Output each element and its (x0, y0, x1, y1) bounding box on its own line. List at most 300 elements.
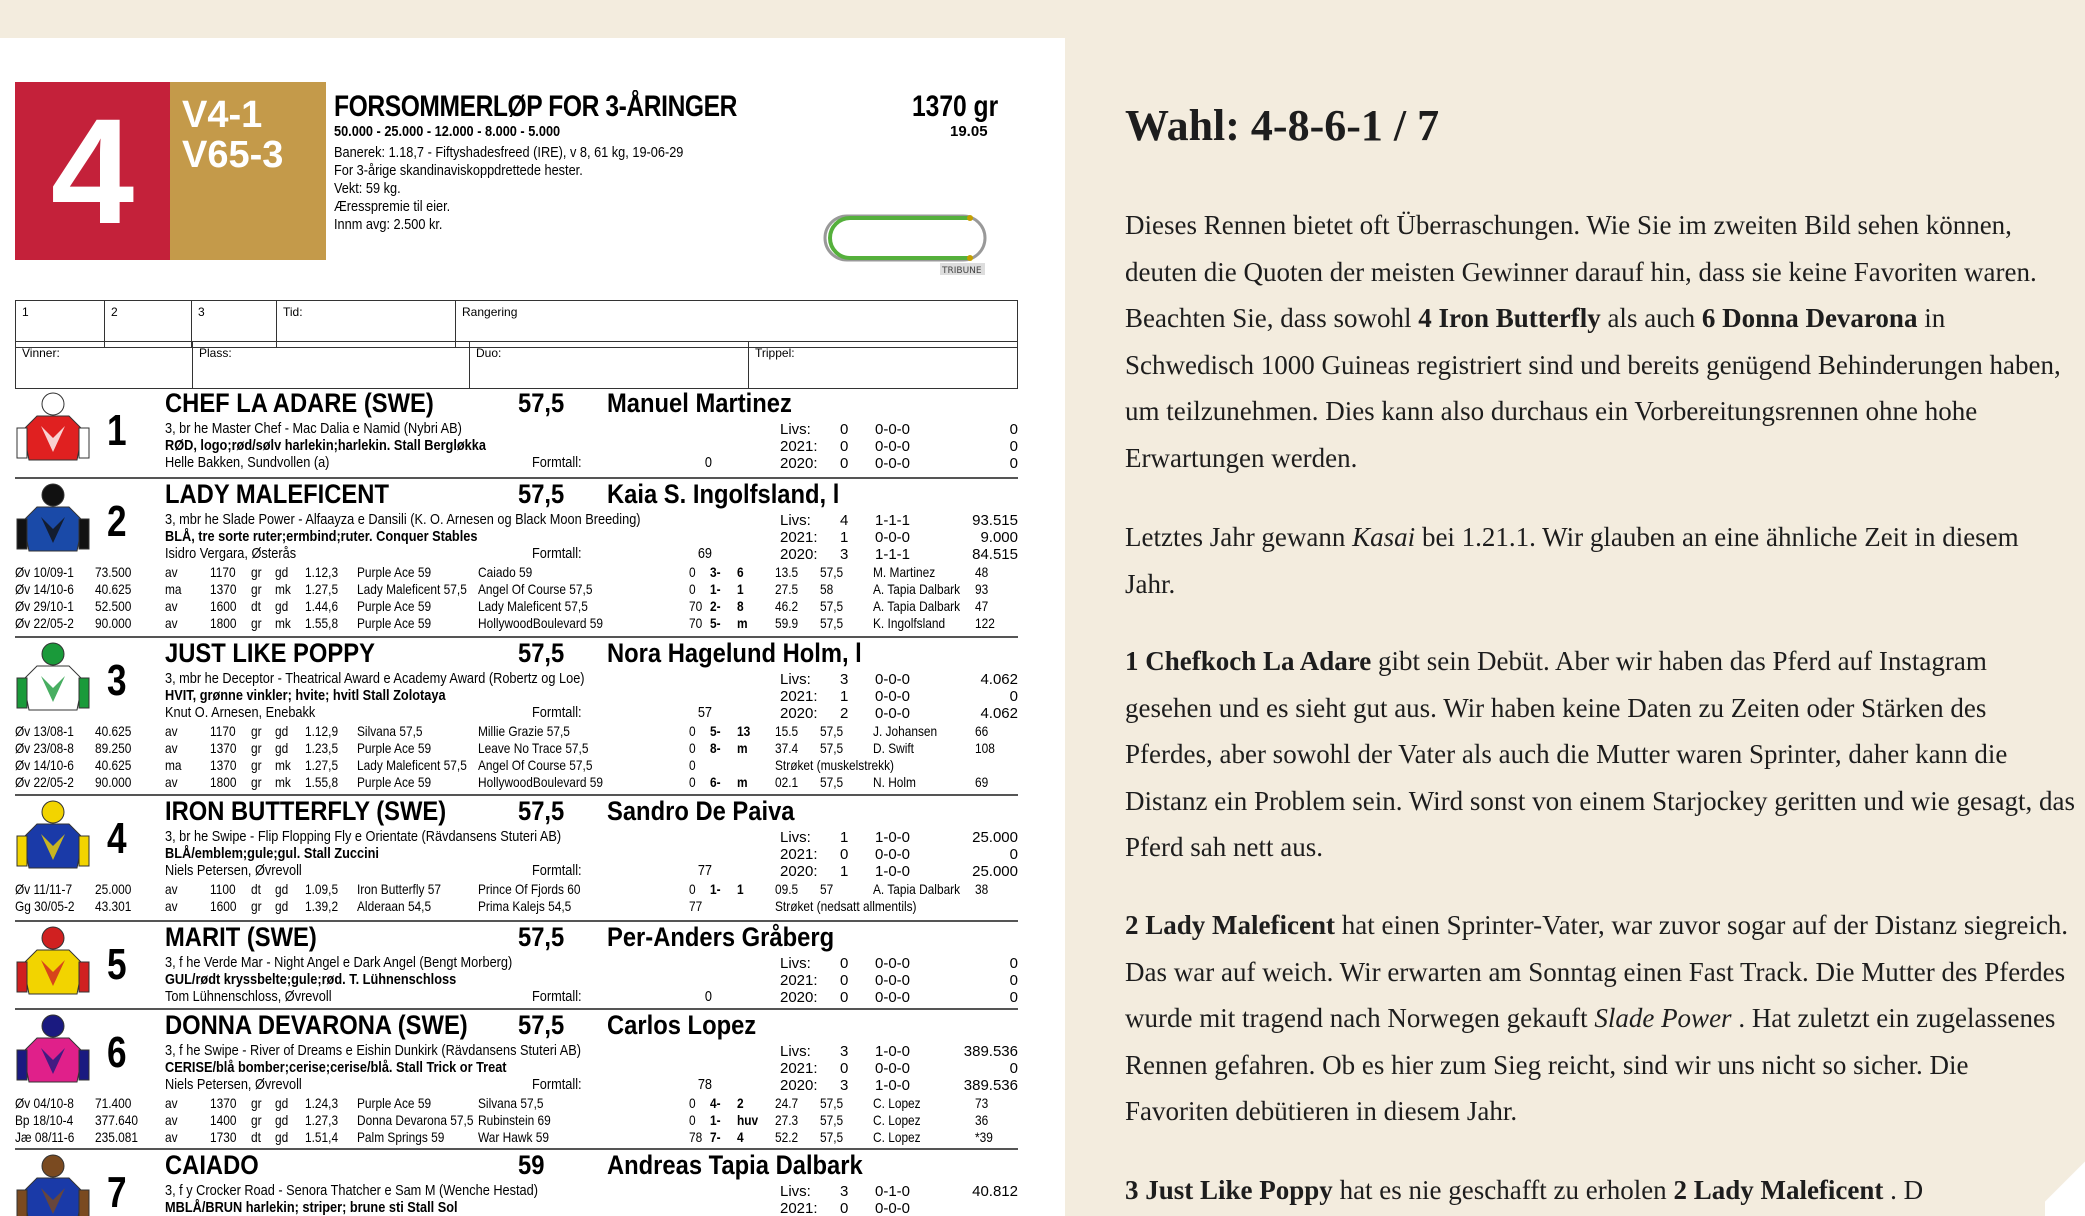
jockey-name[interactable]: Andreas Tapia Dalbark (607, 1150, 863, 1180)
stat-record: 0-0-0 (875, 1060, 911, 1077)
race-number: 4 (15, 82, 170, 260)
stat-starts: 0 (840, 972, 849, 989)
stat-starts: 3 (840, 1077, 849, 1094)
stat-label: 2020: (780, 863, 818, 880)
trainer: Helle Bakken, Sundvollen (a) (165, 454, 330, 471)
past-race-cell: 1170 (210, 723, 236, 739)
owner-colors: CERISE/blå bomber;cerise;cerise/blå. Stall Trick or Treat (165, 1059, 507, 1076)
past-race-cell: A. Tapia Dalbark (873, 581, 961, 597)
formtall-value: 0 (704, 454, 712, 471)
jockey-name[interactable]: Per-Anders Gråberg (607, 922, 835, 952)
horse-name[interactable]: MARIT (SWE) (165, 922, 317, 952)
past-race-cell: 66 (975, 723, 989, 739)
jockey-name[interactable]: Sandro De Paiva (607, 796, 795, 826)
past-race-cell: 57,5 (820, 740, 844, 756)
past-race-cell: gr (251, 581, 262, 597)
past-race-cell: 36 (975, 1112, 989, 1128)
italic-run: Slade Power (1594, 1003, 1732, 1033)
past-race-cell: Palm Springs 59 (357, 1129, 445, 1145)
past-race-cell: 0 (689, 581, 696, 597)
v65-code: V65-3 (182, 134, 284, 176)
result-cell-duo[interactable]: Duo: (470, 342, 749, 389)
past-race-cell: gd (275, 1095, 289, 1111)
past-race-cell: 0 (689, 723, 696, 739)
past-race-cell: 27.3 (775, 1112, 799, 1128)
stat-record: 0-0-0 (875, 705, 911, 722)
past-race-cell: 02.1 (775, 774, 799, 790)
past-race-cell: 1800 (210, 615, 237, 631)
stat-row (780, 455, 1018, 472)
past-race-cell: Øv 29/10-1 (15, 598, 74, 614)
trainer: Tom Lühnenschloss, Øvrevoll (165, 988, 332, 1005)
past-race-cell: 57,5 (820, 723, 844, 739)
past-race-cell: 1- (710, 881, 721, 897)
horse-name[interactable]: JUST LIKE POPPY (165, 638, 375, 668)
pedigree: 3, mbr he Deceptor - Theatrical Award e Academy Award (Robertz og Loe) (165, 670, 585, 687)
stat-label: 2021: (780, 1200, 818, 1216)
past-race-cell: 70 (689, 598, 703, 614)
past-race-cell: gd (275, 1129, 289, 1145)
past-race-cell: 1400 (210, 1112, 237, 1128)
stat-label: Livs: (780, 512, 811, 529)
stat-starts: 0 (840, 1200, 849, 1216)
stat-label: Livs: (780, 955, 811, 972)
past-race-cell: mk (275, 615, 291, 631)
past-race-cell: m (737, 615, 748, 631)
jockey-silks-icon (15, 798, 91, 876)
past-race-cell: 6- (710, 774, 721, 790)
race-time: 19.05 (950, 123, 988, 140)
track-record: Banerek: 1.18,7 - Fiftyshadesfreed (IRE), v 8, 61 kg, 19-06-29 (334, 144, 684, 161)
stat-row (780, 512, 1018, 529)
past-race-cell: 235.081 (95, 1129, 139, 1145)
entry-row[interactable] (15, 922, 1018, 1010)
past-race-cell: dt (251, 1129, 261, 1145)
pedigree: 3, f he Verde Mar - Night Angel e Dark Angel (Bengt Morberg) (165, 954, 513, 971)
past-race-cell: K. Ingolfsland (873, 615, 946, 631)
past-race-cell: 27.5 (775, 581, 799, 597)
past-race-cell: Øv 14/10-6 (15, 581, 74, 597)
past-race-cell: 1- (710, 1112, 721, 1128)
past-race-cell: Purple Ace 59 (357, 615, 432, 631)
past-race-cell: 77 (689, 898, 703, 914)
owner-colors: GUL/rødt kryssbelte;gule;rød. T. Lühnenschloss (165, 971, 457, 988)
past-race-cell: gr (251, 774, 262, 790)
past-race-cell: av (165, 723, 178, 739)
formtall-value: 77 (697, 862, 712, 879)
past-race-cell: gr (251, 898, 262, 914)
result-grid-row2 (15, 341, 1018, 389)
past-race-cell: Øv 13/08-1 (15, 723, 74, 739)
stat-starts: 3 (840, 546, 849, 563)
stat-row (780, 688, 1018, 705)
stat-earnings: 4.062 (980, 705, 1018, 722)
horse-name[interactable]: LADY MALEFICENT (165, 479, 389, 509)
past-race-cell: 1.27,5 (305, 757, 339, 773)
past-race-cell: J. Johansen (873, 723, 938, 739)
entry-number: 7 (107, 1168, 127, 1216)
horse-weight: 57,5 (518, 388, 565, 418)
past-race-cell: Rubinstein 69 (478, 1112, 551, 1128)
past-race-cell: Purple Ace 59 (357, 1095, 432, 1111)
past-race-cell: 0 (689, 740, 696, 756)
past-race-cell: 40.625 (95, 757, 132, 773)
past-race-cell: 78 (689, 1129, 703, 1145)
stat-record: 0-0-0 (875, 972, 911, 989)
result-cell-3[interactable]: 3 (192, 301, 277, 348)
past-race-cell: 90.000 (95, 615, 132, 631)
text-run: . D (1883, 1175, 1924, 1205)
past-race-cell: 1100 (210, 881, 236, 897)
horse-name[interactable]: CHEF LA ADARE (SWE) (165, 388, 434, 418)
stat-starts: 1 (840, 688, 849, 705)
past-race-cell: gd (275, 598, 289, 614)
past-race-cell: 57,5 (820, 774, 844, 790)
stat-row (780, 529, 1018, 546)
honor-prize: Æresspremie til eier. (334, 198, 451, 215)
past-race-cell: 57,5 (820, 564, 844, 580)
entry-row[interactable] (15, 388, 1018, 479)
entry-number: 4 (107, 814, 127, 863)
stat-earnings: 25.000 (972, 863, 1018, 880)
stat-row (780, 671, 1018, 688)
stat-record: 0-0-0 (875, 846, 911, 863)
past-race-cell: gd (275, 898, 289, 914)
past-race-cell: 0 (689, 757, 696, 773)
stat-starts: 0 (840, 846, 849, 863)
past-race-cell: av (165, 898, 178, 914)
stat-record: 0-0-0 (875, 989, 911, 1006)
italic-run: Kasai (1352, 522, 1416, 552)
past-race-cell: Caiado 59 (478, 564, 533, 580)
stat-earnings: 0 (1009, 989, 1018, 1006)
entry-row[interactable] (15, 796, 1018, 922)
past-race-cell: gr (251, 740, 262, 756)
bold-run: 2 Lady Maleficent (1125, 910, 1335, 940)
stat-starts: 1 (840, 829, 849, 846)
horse-name[interactable]: IRON BUTTERFLY (SWE) (165, 796, 447, 826)
past-race-cell: M. Martinez (873, 564, 936, 580)
past-race-cell: HollywoodBoulevard 59 (478, 615, 604, 631)
past-race-cell: 1800 (210, 774, 237, 790)
formtall-label: Formtall: (532, 988, 582, 1005)
past-race-cell: 8 (737, 598, 744, 614)
horse-name[interactable]: DONNA DEVARONA (SWE) (165, 1010, 468, 1040)
race-prizes: 50.000 - 25.000 - 12.000 - 8.000 - 5.000 (334, 123, 561, 140)
past-race-cell: av (165, 774, 178, 790)
past-race-cell: gr (251, 1112, 262, 1128)
stat-row (780, 972, 1018, 989)
entry-row[interactable] (15, 1010, 1018, 1150)
past-race-cell: Purple Ace 59 (357, 774, 432, 790)
past-race-cell: 1 (737, 881, 744, 897)
past-race-cell: HollywoodBoulevard 59 (478, 774, 604, 790)
stat-row (780, 1183, 1018, 1200)
owner-colors: HVIT, grønne vinkler; hvite; hvitl Stall Zolotaya (165, 687, 446, 704)
past-race-cell: 57,5 (820, 1129, 844, 1145)
owner-colors: RØD, logo;rød/sølv harlekin;harlekin. Stall Bergløkka (165, 437, 486, 454)
stat-row (780, 438, 1018, 455)
stat-label: 2020: (780, 1077, 818, 1094)
past-race-cell: 09.5 (775, 881, 799, 897)
entry-row[interactable] (15, 638, 1018, 796)
jockey-name[interactable]: Kaia S. Ingolfsland, l (607, 479, 840, 509)
stat-record: 0-0-0 (875, 1200, 911, 1216)
stat-row (780, 1200, 1018, 1216)
formtall-label: Formtall: (532, 704, 582, 721)
race-distance: 1370 gr (912, 90, 999, 123)
past-race-cell: 37.4 (775, 740, 799, 756)
past-race-cell: 0 (689, 1112, 696, 1128)
past-race-cell: Lady Maleficent 57,5 (357, 757, 467, 773)
stat-record: 1-0-0 (875, 829, 911, 846)
past-race-cell: Purple Ace 59 (357, 598, 432, 614)
stats-block (780, 671, 1018, 722)
stat-record: 1-1-1 (875, 512, 911, 529)
past-race-row (15, 898, 1018, 915)
past-race-row (15, 1129, 1018, 1146)
trainer: Isidro Vergara, Østerås (165, 545, 297, 562)
article-paragraph-4 (1125, 902, 2075, 1135)
entry-number: 3 (107, 656, 127, 705)
past-race-cell: Strøket (muskelstrekk) (775, 757, 895, 773)
past-race-row (15, 615, 1018, 632)
jockey-name[interactable]: Carlos Lopez (607, 1010, 757, 1040)
jockey-name[interactable]: Nora Hagelund Holm, l (607, 638, 862, 668)
stat-record: 1-0-0 (875, 863, 911, 880)
result-cell-2[interactable]: 2 (105, 301, 192, 348)
result-cell-1[interactable]: 1 (16, 301, 105, 348)
past-race-row (15, 1112, 1018, 1129)
stat-earnings: 0 (1009, 1060, 1018, 1077)
past-race-row (15, 757, 1018, 774)
past-race-cell: A. Tapia Dalbark (873, 598, 961, 614)
past-race-cell: 7- (710, 1129, 721, 1145)
past-race-cell: 1.55,8 (305, 774, 339, 790)
past-race-cell: Purple Ace 59 (357, 740, 432, 756)
stat-starts: 3 (840, 671, 849, 688)
past-race-cell: 13 (737, 723, 751, 739)
stat-row (780, 846, 1018, 863)
past-race-cell: *39 (975, 1129, 993, 1145)
past-race-cell: 1.23,5 (305, 740, 339, 756)
past-race-cell: D. Swift (873, 740, 914, 756)
stat-row (780, 1043, 1018, 1060)
past-race-cell: gr (251, 615, 262, 631)
jockey-silks-icon (15, 1152, 91, 1216)
pedigree: 3, br he Master Chef - Mac Dalia e Namid (Nybri AB) (165, 420, 462, 437)
stat-label: 2021: (780, 529, 818, 546)
past-race-cell: gd (275, 881, 289, 897)
past-race-row (15, 774, 1018, 791)
owner-colors: BLÅ/emblem;gule;gul. Stall Zuccini (165, 845, 379, 862)
bold-run: 2 Lady Maleficent (1673, 1175, 1884, 1205)
past-race-cell: 38 (975, 881, 989, 897)
race-conditions: For 3-årige skandinaviskoppdrettede hester. (334, 162, 583, 179)
stat-starts: 3 (840, 1183, 849, 1200)
past-race-cell: 1370 (210, 740, 237, 756)
horse-weight: 57,5 (518, 796, 565, 826)
stat-label: 2020: (780, 989, 818, 1006)
stats-block (780, 1043, 1018, 1094)
past-race-cell: 0 (689, 774, 696, 790)
stat-starts: 0 (840, 438, 849, 455)
past-race-cell: gd (275, 723, 289, 739)
past-race-cell: av (165, 615, 178, 631)
past-race-cell: av (165, 1095, 178, 1111)
formtall-label: Formtall: (532, 1076, 582, 1093)
stats-block (780, 512, 1018, 563)
stat-starts: 4 (840, 512, 849, 529)
past-race-cell: Millie Grazie 57,5 (478, 723, 570, 739)
past-race-cell: 1.09,5 (305, 881, 339, 897)
stat-row (780, 546, 1018, 563)
past-race-cell: War Hawk 59 (478, 1129, 549, 1145)
past-race-cell: 90.000 (95, 774, 132, 790)
result-cell-ranking[interactable]: Rangering (456, 301, 1018, 348)
result-cell-trippel[interactable]: Trippel: (749, 342, 1018, 389)
entry-number: 1 (107, 406, 127, 455)
past-race-cell: 24.7 (775, 1095, 799, 1111)
past-race-cell: mk (275, 757, 291, 773)
past-race-cell: A. Tapia Dalbark (873, 881, 961, 897)
entry-row[interactable] (15, 1150, 1018, 1216)
text-run: gibt sein Debüt. Aber wir haben das Pferd auf Instagram gesehen und es sieht gut aus. Wir haben keine Daten zu Zeiten oder Stärken des Pferdes, aber sowohl der Vater als auch die Mutter waren Sprinter, daher kann die Distanz ein Problem sein. Wird sonst von einem Starjockey geritten und wie gesagt, das Pferd sah nett aus. (1125, 646, 2075, 862)
past-race-cell: Prince Of Fjords 60 (478, 881, 581, 897)
result-cell-time[interactable]: Tid: (277, 301, 456, 348)
formtall-label: Formtall: (532, 454, 582, 471)
page-curl (2045, 1146, 2085, 1216)
past-race-cell: 57,5 (820, 1112, 844, 1128)
jockey-name[interactable]: Manuel Martinez (607, 388, 792, 418)
article-paragraph-3 (1125, 638, 2075, 871)
past-race-cell: 1 (737, 581, 744, 597)
horse-weight: 57,5 (518, 638, 565, 668)
stat-starts: 2 (840, 705, 849, 722)
race-weight: Vekt: 59 kg. (334, 180, 401, 197)
past-race-cell: 377.640 (95, 1112, 139, 1128)
past-race-cell: 25.000 (95, 881, 132, 897)
past-race-row (15, 1095, 1018, 1112)
entry-row[interactable] (15, 479, 1018, 638)
stat-row (780, 1077, 1018, 1094)
stat-record: 1-1-1 (875, 546, 911, 563)
stat-record: 1-0-0 (875, 1077, 911, 1094)
trainer: Knut O. Arnesen, Enebakk (165, 704, 316, 721)
past-race-cell: 1.27,5 (305, 581, 339, 597)
past-race-cell: gd (275, 1112, 289, 1128)
past-race-cell: 1.51,4 (305, 1129, 339, 1145)
formtall-value: 69 (697, 545, 712, 562)
past-race-cell: huv (737, 1112, 759, 1128)
past-race-cell: 73 (975, 1095, 989, 1111)
article-headline: Wahl: 4-8-6-1 / 7 (1125, 101, 1440, 150)
past-race-cell: av (165, 1112, 178, 1128)
text-run: hat es nie geschafft zu erholen (1332, 1175, 1674, 1205)
past-race-cell: ma (165, 757, 182, 773)
past-race-cell: 1.24,3 (305, 1095, 339, 1111)
past-race-cell: Bp 18/10-4 (15, 1112, 74, 1128)
stat-starts: 1 (840, 529, 849, 546)
stat-record: 0-1-0 (875, 1183, 911, 1200)
past-race-cell: 71.400 (95, 1095, 132, 1111)
stat-label: Livs: (780, 1183, 811, 1200)
bold-run: 4 Iron Butterfly (1418, 303, 1601, 333)
result-cell-winner[interactable]: Vinner: (16, 342, 193, 389)
past-race-cell: 1600 (210, 898, 237, 914)
past-race-cell: gr (251, 723, 262, 739)
past-race-cell: 73.500 (95, 564, 132, 580)
stat-row (780, 705, 1018, 722)
formtall-value: 0 (704, 988, 712, 1005)
past-race-cell: Gg 30/05-2 (15, 898, 75, 914)
formtall-label: Formtall: (532, 545, 582, 562)
past-race-cell: 1.55,8 (305, 615, 339, 631)
stat-label: 2021: (780, 688, 818, 705)
past-race-cell: 2 (737, 1095, 744, 1111)
stat-record: 0-0-0 (875, 955, 911, 972)
entry-number: 5 (107, 940, 127, 989)
past-race-cell: Leave No Trace 57,5 (478, 740, 589, 756)
past-race-cell: av (165, 740, 178, 756)
past-race-cell: Øv 22/05-2 (15, 615, 74, 631)
past-race-cell: 93 (975, 581, 989, 597)
pedigree: 3, f y Crocker Road - Senora Thatcher e Sam M (Wenche Hestad) (165, 1182, 538, 1199)
stat-label: Livs: (780, 1043, 811, 1060)
result-cell-place[interactable]: Plass: (193, 342, 470, 389)
past-race-cell: 46.2 (775, 598, 799, 614)
stat-earnings: 93.515 (972, 512, 1018, 529)
past-race-cell: 58 (820, 581, 834, 597)
past-race-cell: 1170 (210, 564, 236, 580)
past-race-cell: mk (275, 581, 291, 597)
entry-number: 6 (107, 1028, 127, 1077)
stats-block (780, 829, 1018, 880)
formtall-value: 78 (697, 1076, 712, 1093)
pedigree: 3, br he Swipe - Flip Flopping Fly e Orientate (Rävdansens Stuteri AB) (165, 828, 562, 845)
past-race-cell: 57,5 (820, 1095, 844, 1111)
past-race-cell: 2- (710, 598, 721, 614)
past-race-cell: 57,5 (820, 598, 844, 614)
stats-block (780, 421, 1018, 472)
past-race-cell: N. Holm (873, 774, 916, 790)
past-race-cell: Øv 11/11-7 (15, 881, 73, 897)
stat-label: 2020: (780, 705, 818, 722)
article-paragraph-1 (1125, 202, 2075, 481)
trainer: Niels Petersen, Øvrevoll (165, 1076, 302, 1093)
horse-name[interactable]: CAIADO (165, 1150, 259, 1180)
horse-weight: 57,5 (518, 479, 565, 509)
stat-earnings: 4.062 (980, 671, 1018, 688)
text-run: Dieses Rennen bietet oft Überraschungen. Wie Sie im zweiten Bild sehen können, deuten die Quoten der meisten Gewinner darauf hin, dass sie keine Favoriten waren. Beachten Sie, dass sowohl (1125, 210, 2037, 333)
past-race-cell: Øv 10/09-1 (15, 564, 74, 580)
past-race-cell: 1.27,3 (305, 1112, 339, 1128)
past-race-cell: 70 (689, 615, 703, 631)
past-race-row (15, 581, 1018, 598)
jockey-silks-icon (15, 640, 91, 718)
past-race-cell: 1.39,2 (305, 898, 339, 914)
stat-row (780, 955, 1018, 972)
past-race-cell: Prima Kalejs 54,5 (478, 898, 572, 914)
race-title: FORSOMMERLØP FOR 3-ÅRINGER (334, 90, 738, 123)
past-race-cell: Øv 14/10-6 (15, 757, 74, 773)
stat-label: Livs: (780, 829, 811, 846)
past-race-cell: 1370 (210, 581, 237, 597)
stat-starts: 0 (840, 455, 849, 472)
text-run: . Hat zuletzt ein zugelassenes Rennen gefahren. Ob es hier zum Sieg reicht, sind wir uns nicht so sicher. Die Favoriten debütieren in diesem Jahr. (1125, 1003, 2056, 1126)
past-race-cell: Øv 23/08-8 (15, 740, 74, 756)
entry-fee: Innm avg: 2.500 kr. (334, 216, 443, 233)
